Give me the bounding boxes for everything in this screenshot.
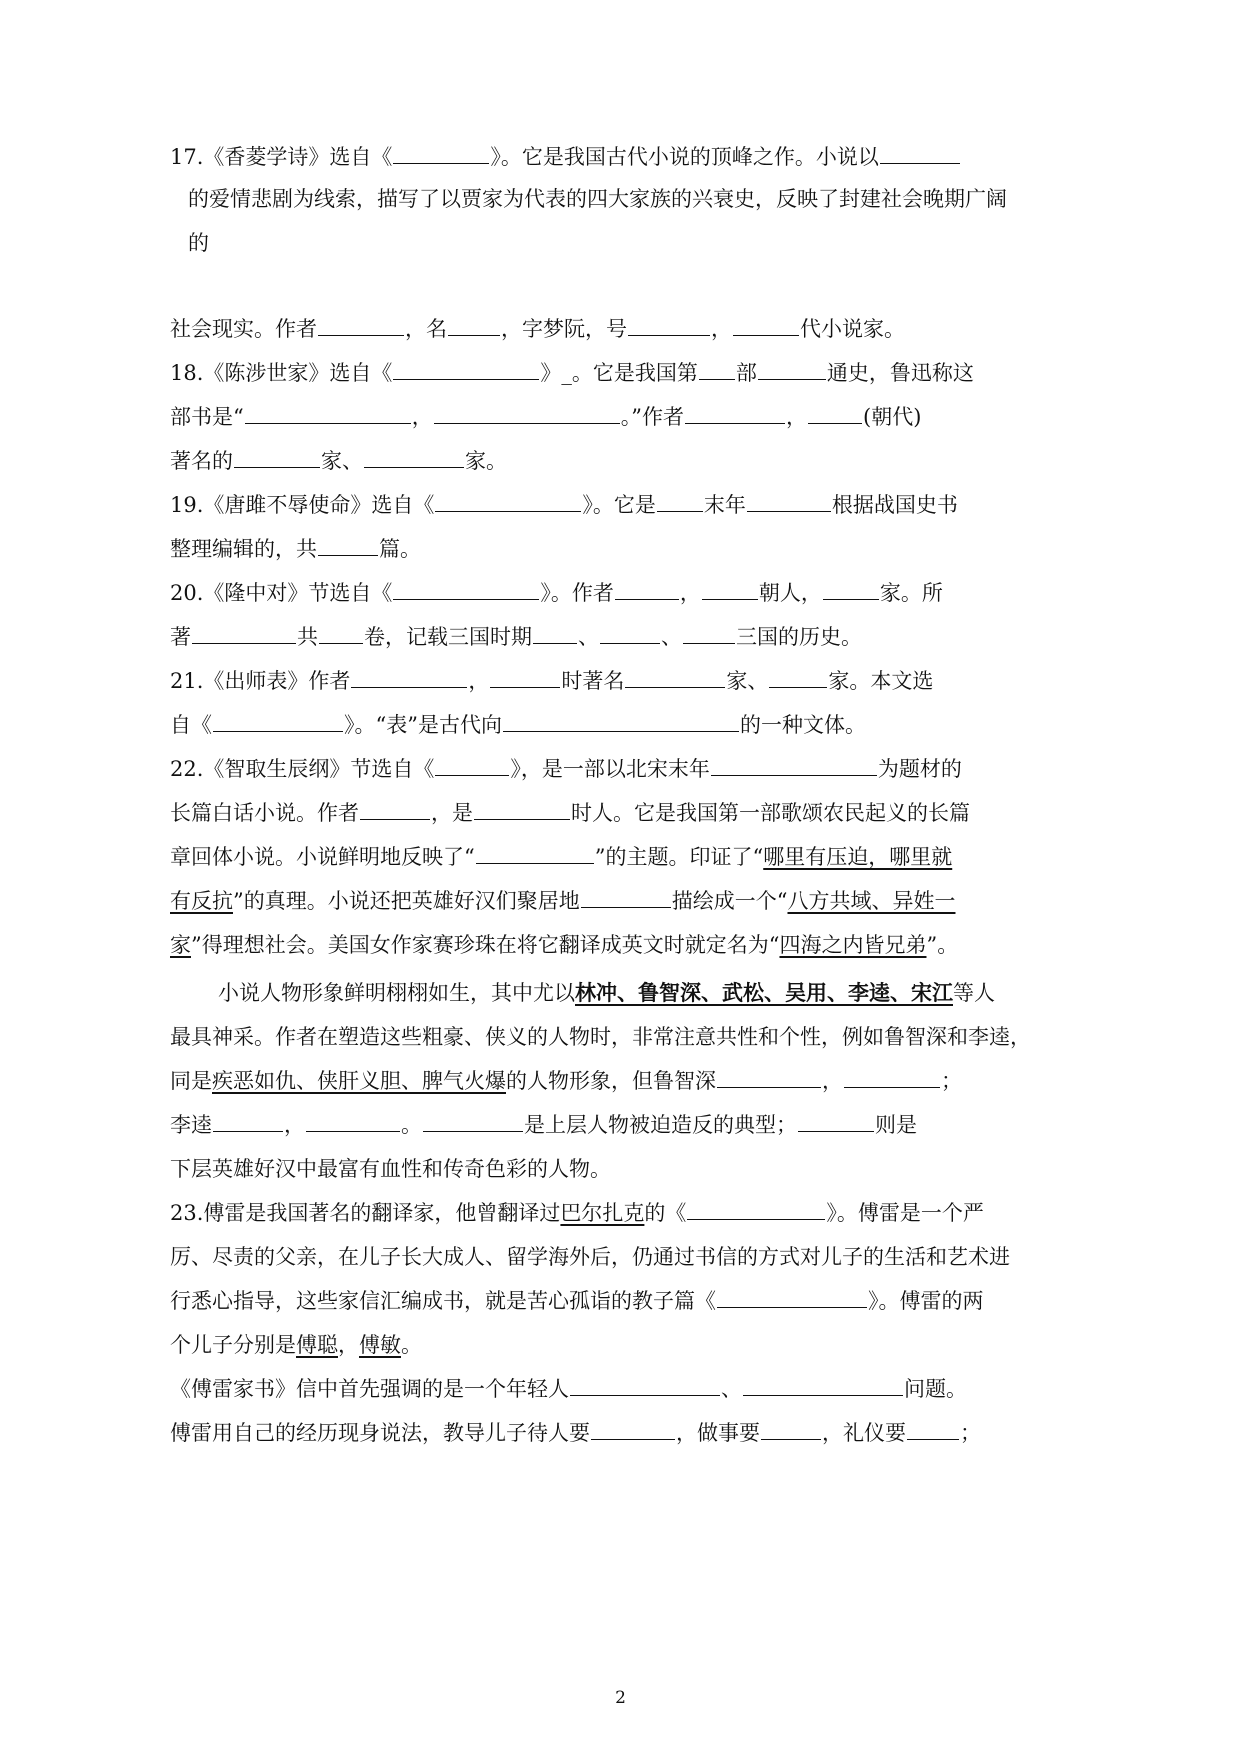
blank[interactable]: [533, 623, 577, 644]
blank[interactable]: [591, 1419, 675, 1440]
q23-line-5: 《傅雷家书》信中首先强调的是一个年轻人 、 问题。: [170, 1377, 967, 1401]
para-line-3: 同是疾恶如仇、侠肝义胆、脾气火爆的人物形象，但鲁智深 ， ；: [170, 1069, 962, 1093]
blank[interactable]: [503, 711, 739, 732]
blank[interactable]: [657, 491, 703, 512]
page-number: 2: [615, 1688, 626, 1708]
blank[interactable]: [423, 1111, 523, 1132]
blank[interactable]: [600, 623, 660, 644]
blank[interactable]: [758, 359, 826, 380]
blank[interactable]: [880, 143, 960, 164]
q21-line-1: 21.《出师表》作者 ， 时著名 家、 家。本文选: [170, 669, 934, 693]
blank[interactable]: [234, 447, 320, 468]
blank[interactable]: [306, 1111, 400, 1132]
blank[interactable]: [733, 315, 799, 336]
blank[interactable]: [702, 579, 758, 600]
blank[interactable]: [435, 755, 509, 776]
q22-line-5: 家”得理想社会。美国女作家赛珍珠在将它翻译成英文时就定名为“四海之内皆兄弟”。: [170, 933, 959, 957]
blank[interactable]: [687, 1199, 825, 1220]
q18-line-3: 著名的 家、 家。: [170, 449, 507, 473]
para-line-2: 最具神采。作者在塑造这些粗豪、侠义的人物时，非常注意共性和个性，例如鲁智深和李逵，: [170, 1025, 1031, 1049]
blank[interactable]: [699, 359, 735, 380]
q18-line-1: 18.《陈涉世家》选自《 》_。它是我国第 部 通史，鲁迅称这: [170, 361, 974, 385]
blank[interactable]: [717, 1287, 867, 1308]
q19-line-1: 19.《唐雎不辱使命》选自《 》。它是 末年 根据战国史书: [170, 493, 958, 517]
blank[interactable]: [245, 403, 411, 424]
blank[interactable]: [717, 1067, 821, 1088]
q17-line-2: 的爱情悲剧为线索，描写了以贾家为代表的四大家族的兴衰史，反映了封建社会晚期广阔: [188, 187, 1007, 211]
q23-line-6: 傅雷用自己的经历现身说法，教导儿子待人要 ，做事要 ，礼仪要 ；: [170, 1421, 981, 1445]
blank[interactable]: [844, 1067, 940, 1088]
blank[interactable]: [615, 579, 679, 600]
para-line-1: 小说人物形象鲜明栩栩如生，其中尤以林冲、鲁智深、武松、吴用、李逵、宋江等人: [218, 980, 995, 1005]
q22-line-1: 22.《智取生辰纲》节选自《 》，是一部以北宋末年 为题材的: [170, 757, 962, 781]
blank[interactable]: [685, 403, 785, 424]
blank[interactable]: [808, 403, 862, 424]
blank[interactable]: [318, 535, 378, 556]
q22-line-2: 长篇白话小说。作者 ，是 时人。它是我国第一部歌颂农民起义的长篇: [170, 801, 970, 825]
blank[interactable]: [711, 755, 877, 776]
blank[interactable]: [318, 315, 404, 336]
para-line-5: 下层英雄好汉中最富有血性和传奇色彩的人物。: [170, 1157, 611, 1181]
blank[interactable]: [351, 667, 467, 688]
blank[interactable]: [490, 667, 560, 688]
q20-line-1: 20.《隆中对》节选自《 》。作者 ， 朝人， 家。所: [170, 581, 943, 605]
blank[interactable]: [628, 315, 710, 336]
blank[interactable]: [448, 315, 500, 336]
q22-line-4: 有反抗”的真理。小说还把英雄好汉们聚居地 描绘成一个“八方共域、异姓一: [170, 889, 956, 913]
blank[interactable]: [393, 143, 489, 164]
blank[interactable]: [581, 887, 671, 908]
q23-line-3: 行悉心指导，这些家信汇编成书，就是苦心孤诣的教子篇《 》。傅雷的两: [170, 1289, 984, 1313]
blank[interactable]: [192, 623, 296, 644]
q20-line-2: 著 共 卷，记载三国时期 、 、 三国的历史。: [170, 625, 862, 649]
blank[interactable]: [798, 1111, 874, 1132]
blank[interactable]: [907, 1419, 959, 1440]
blank[interactable]: [364, 447, 464, 468]
q17-line-4: 社会现实。作者 ，名 ，字梦阮，号 ， 代小说家。: [170, 317, 905, 341]
blank[interactable]: [570, 1375, 720, 1396]
blank[interactable]: [747, 491, 831, 512]
q23-line-4: 个儿子分别是傅聪，傅敏。: [170, 1333, 422, 1357]
blank[interactable]: [474, 799, 570, 820]
q18-line-2: 部书是“ ， 。”作者 ， (朝代): [170, 405, 922, 429]
q19-line-2: 整理编辑的，共 篇。: [170, 537, 421, 561]
blank[interactable]: [213, 711, 343, 732]
blank[interactable]: [769, 667, 827, 688]
q23-line-2: 厉、尽责的父亲，在儿子长大成人、留学海外后，仍通过书信的方式对儿子的生活和艺术进: [170, 1245, 1010, 1269]
blank[interactable]: [743, 1375, 903, 1396]
blank[interactable]: [434, 403, 620, 424]
blank[interactable]: [319, 623, 363, 644]
q17-line-3: 的: [188, 231, 209, 255]
q17-line-1: 17.《香菱学诗》选自《 》。它是我国古代小说的顶峰之作。小说以: [170, 142, 961, 172]
blank[interactable]: [823, 579, 879, 600]
blank[interactable]: [761, 1419, 821, 1440]
q21-line-2: 自《 》。“表”是古代向 的一种文体。: [170, 713, 866, 737]
blank[interactable]: [360, 799, 430, 820]
para-line-4: 李逵 ， 。 是上层人物被迫造反的典型； 则是: [170, 1113, 917, 1137]
blank[interactable]: [625, 667, 725, 688]
blank[interactable]: [435, 491, 581, 512]
blank[interactable]: [393, 579, 539, 600]
blank[interactable]: [476, 843, 594, 864]
q22-line-3: 章回体小说。小说鲜明地反映了“ ”的主题。印证了“哪里有压迫，哪里就: [170, 845, 953, 869]
q23-line-1: 23.傅雷是我国著名的翻译家，他曾翻译过巴尔扎克的《 》。傅雷是一个严: [170, 1201, 984, 1225]
blank[interactable]: [393, 359, 539, 380]
blank[interactable]: [683, 623, 735, 644]
blank[interactable]: [213, 1111, 283, 1132]
